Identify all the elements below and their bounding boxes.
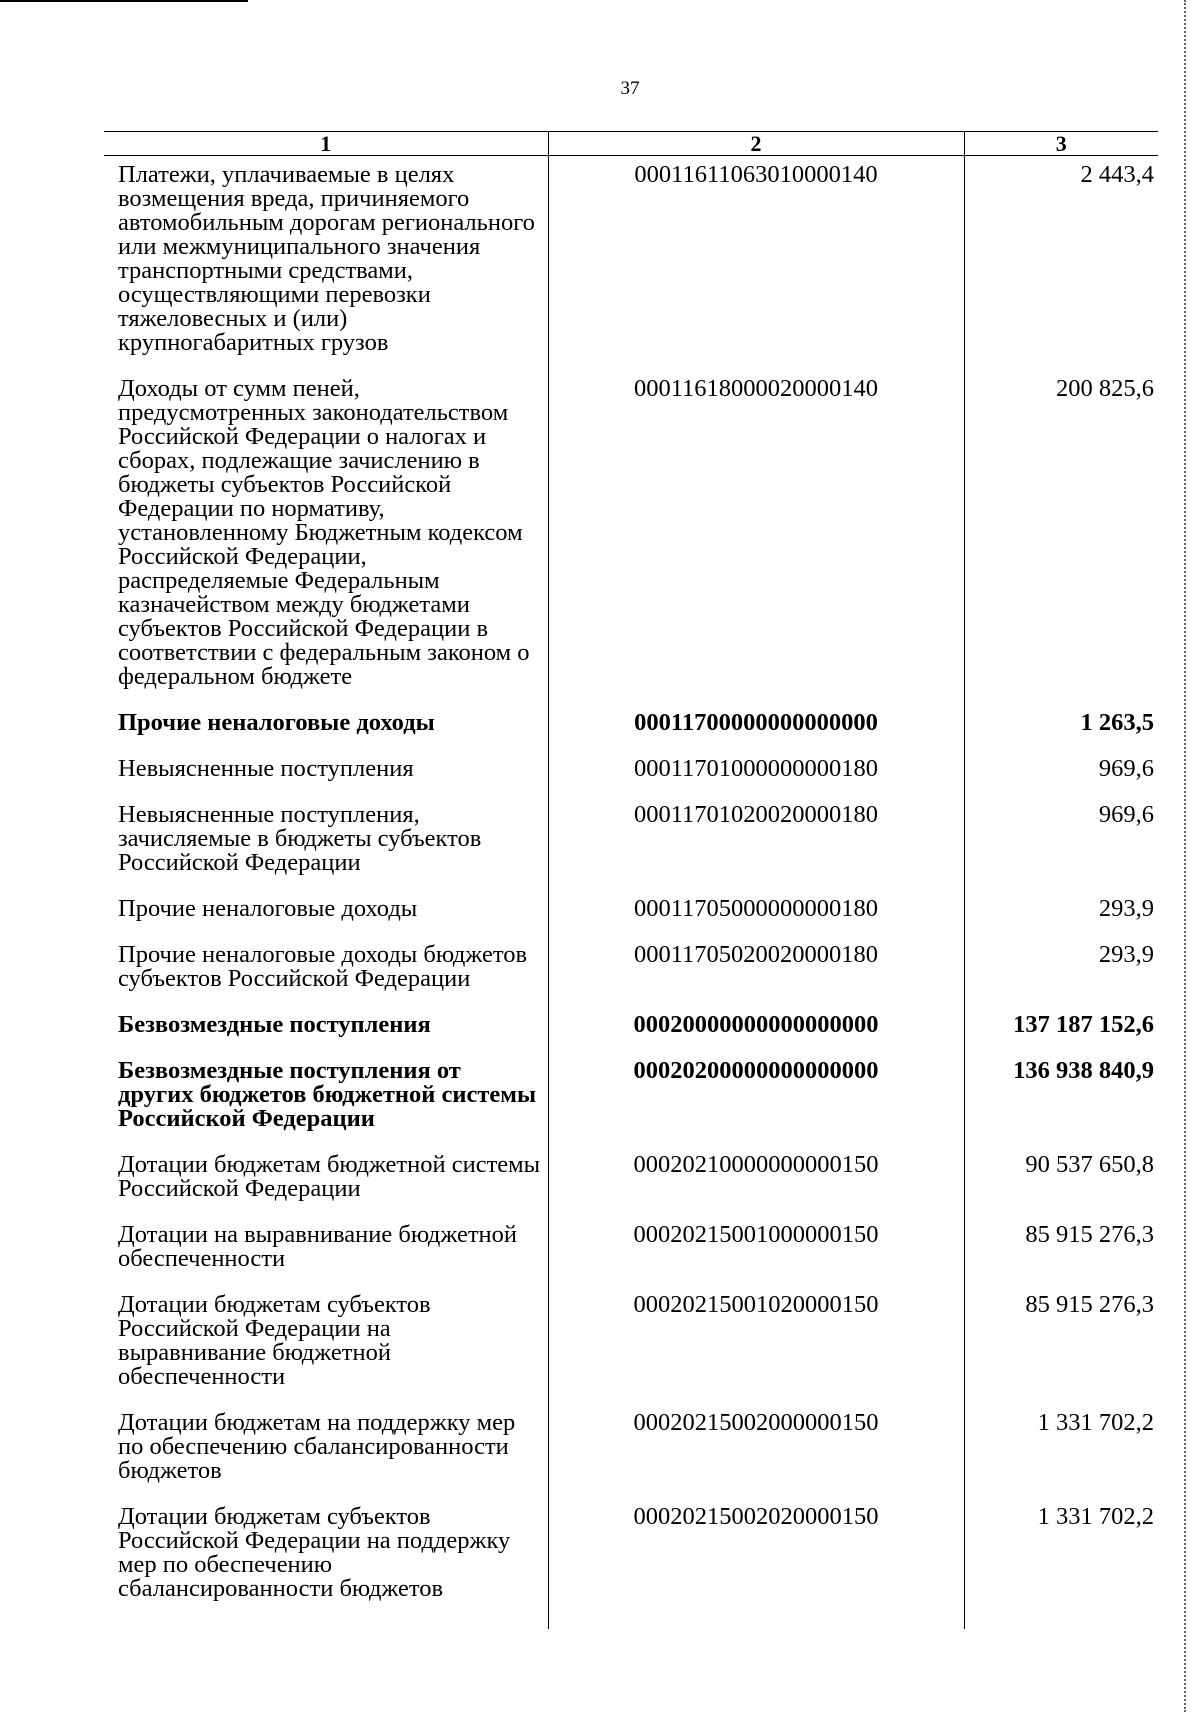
table-row: [104, 1505, 1158, 1629]
scan-edge-marks: [1184, 0, 1186, 1712]
row-code: 00011705020020000180: [548, 943, 964, 1013]
table-row: [104, 156, 1158, 378]
row-name: Дотации бюджетам на поддержку мер по обеспечению сбалансированности бюджетов: [118, 1409, 516, 1484]
row-code: 00020200000000000000: [548, 1059, 964, 1153]
row-code: 00020215002000000150: [548, 1411, 964, 1505]
row-amount: 969,6: [964, 757, 1158, 803]
row-amount: 969,6: [964, 803, 1158, 897]
table-row: [104, 1223, 1158, 1293]
row-amount: 85 915 276,3: [964, 1293, 1158, 1411]
column-header-2: 2: [548, 132, 964, 156]
column-header-1: 1: [104, 132, 548, 156]
table-row: [104, 711, 1158, 757]
row-name: Прочие неналоговые доходы бюджетов субъектов Российской Федерации: [118, 941, 528, 992]
row-amount: 90 537 650,8: [964, 1153, 1158, 1223]
row-amount: 1 263,5: [964, 711, 1158, 757]
row-amount: 200 825,6: [964, 377, 1158, 711]
table-row: [104, 377, 1158, 711]
row-code: 00020210000000000150: [548, 1153, 964, 1223]
row-amount: 136 938 840,9: [964, 1059, 1158, 1153]
revenue-table: [104, 131, 1158, 1629]
row-name: Безвозмездные поступления: [118, 1011, 431, 1038]
row-name: Дотации бюджетам субъектов Российской Федерации на выравнивание бюджетной обеспеченности: [118, 1291, 431, 1390]
table-header-row: [104, 132, 1158, 156]
row-amount: 85 915 276,3: [964, 1223, 1158, 1293]
row-code: 00011701000000000180: [548, 757, 964, 803]
row-name: Невыясненные поступления, зачисляемые в бюджеты субъектов Российской Федерации: [118, 801, 482, 876]
row-name: Дотации на выравнивание бюджетной обеспеченности: [118, 1221, 518, 1272]
row-name: Невыясненные поступления: [118, 755, 414, 782]
row-name: Прочие неналоговые доходы: [118, 709, 435, 736]
row-code: 00011611063010000140: [548, 156, 964, 378]
row-name: Доходы от сумм пеней, предусмотренных законодательством Российской Федерации о налогах и сборах, подлежащие зачислению в бюджеты субъектов Российской Федерации по нормативу, установленному Бюджетным кодексом Российской Федерации, распределяемые Федеральным казначейством между бюджетами субъектов Российской Федерации в соответствии с федеральным законом о федеральном бюджете: [118, 375, 530, 690]
table-row: [104, 1293, 1158, 1411]
row-amount: 293,9: [964, 943, 1158, 1013]
table-row: [104, 897, 1158, 943]
row-name: Дотации бюджетам бюджетной системы Российской Федерации: [118, 1151, 541, 1202]
table-row: [104, 757, 1158, 803]
top-edge-line: [0, 0, 248, 2]
table-row: [104, 1411, 1158, 1505]
row-code: 00011701020020000180: [548, 803, 964, 897]
row-code: 00011618000020000140: [548, 377, 964, 711]
table-row: [104, 1153, 1158, 1223]
row-code: 00020000000000000000: [548, 1013, 964, 1059]
row-amount: 1 331 702,2: [964, 1505, 1158, 1629]
row-code: 00020215001000000150: [548, 1223, 964, 1293]
row-name: Прочие неналоговые доходы: [118, 895, 418, 922]
row-name: Платежи, уплачиваемые в целях возмещения вреда, причиняемого автомобильным дорогам регионального или межмуниципального значения транспортными средствами, осуществляющими перевозки тяжеловесных и (или) крупногабаритных грузов: [118, 161, 535, 356]
row-code: 00011705000000000180: [548, 897, 964, 943]
page-number: 37: [620, 78, 640, 99]
row-code: 00020215001020000150: [548, 1293, 964, 1411]
row-amount: 1 331 702,2: [964, 1411, 1158, 1505]
row-amount: 137 187 152,6: [964, 1013, 1158, 1059]
table-body: [104, 156, 1158, 1630]
row-name: Дотации бюджетам субъектов Российской Федерации на поддержку мер по обеспечению сбалансированности бюджетов: [118, 1503, 511, 1602]
row-code: 00011700000000000000: [548, 711, 964, 757]
column-header-3: 3: [964, 132, 1158, 156]
table-row: [104, 803, 1158, 897]
row-amount: 293,9: [964, 897, 1158, 943]
row-code: 00020215002020000150: [548, 1505, 964, 1629]
table-row: [104, 1013, 1158, 1059]
row-amount: 2 443,4: [964, 156, 1158, 378]
row-name: Безвозмездные поступления от других бюджетов бюджетной системы Российской Федерации: [118, 1057, 537, 1132]
table-row: [104, 943, 1158, 1013]
table-row: [104, 1059, 1158, 1153]
